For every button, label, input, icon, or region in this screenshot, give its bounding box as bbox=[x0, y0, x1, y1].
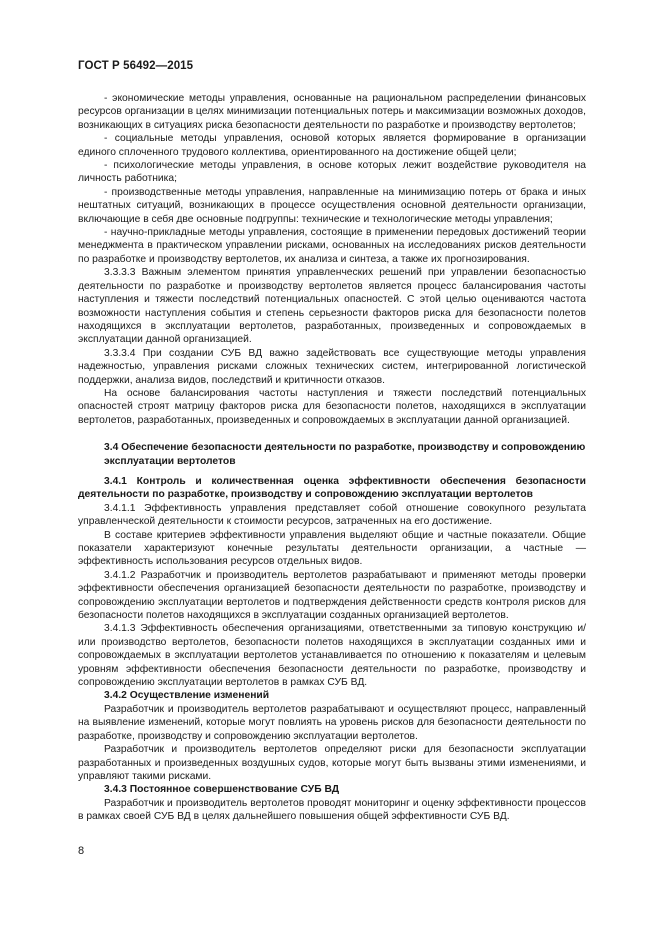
paragraph-3412: 3.4.1.2 Разработчик и производитель вертолетов разрабатывают и применяют методы проверки эффективности обеспечения организацией безопасности деятельности по разработке, производству и сопровождению эксплуатации вертолетов и подтверждения действенности средств контроля рисков для безопасности полетов находящихся в эксплуатации созданных организацией вертолетов. bbox=[78, 569, 586, 622]
paragraph-342a: Разработчик и производитель вертолетов разрабатывают и осуществляют процесс, направленный на выявление изменений, которые могут повлиять на уровень рисков для безопасности деятельности по разработке, производству и сопровождению эксплуатации вертолетов. bbox=[78, 703, 586, 742]
paragraph-production-methods: - производственные методы управления, направленные на минимизацию потерь от брака и иных нештатных ситуаций, возникающих в процессе осуществления основной деятельности организации, включающие в себя две основные подгруппы: технические и технологические методы управления; bbox=[78, 186, 586, 225]
paragraph-social-methods: - социальные методы управления, основой которых является формирование в организации единого сплоченного трудового коллектива, ориентированного на достижение общей цели; bbox=[78, 133, 586, 158]
paragraph-psychological-methods: - психологические методы управления, в основе которых лежит воздействие руководителя на личность работника; bbox=[78, 160, 586, 185]
paragraph-economic-methods: - экономические методы управления, основанные на рациональном распределении финансовых ресурсов организации в целях минимизации потенциальных потерь и максимизации возможных доходов, возникающих в ситуациях риска безопасности деятельности по разработке и производству вертолетов; bbox=[78, 93, 586, 131]
section-heading-34: 3.4 Обеспечение безопасности деятельности по разработке, производству и сопровождению эксплуатации вертолетов bbox=[104, 442, 586, 467]
paragraph-scientific-methods: - научно-прикладные методы управления, состоящие в применении передовых достижений теории менеджмента в практическом управлении рисками, основанных на исследованиях рисков деятельности по разработке и производству вертолетов, их анализа и синтеза, а также их прогнозирования. bbox=[78, 227, 586, 265]
page-body bbox=[78, 92, 586, 824]
paragraph-risk-matrix: На основе балансирования частоты наступления и тяжести последствий потенциальных опасностей строят матрицу факторов риска для безопасности полетов, находящихся в эксплуатации вертолетов, разработанных, произведенных и сопровождаемых в эксплуатации данной организацией. bbox=[78, 387, 586, 426]
paragraph-3333: 3.3.3.3 Важным элементом принятия управленческих решений при управлении безопасностью деятельности по разработке и производству вертолетов является процесс балансирования частоты наступления и тяжести последствий потенциальных опасностей. С этой целью оцениваются частота возможности наступления события и степень серьезности факторов риска для безопасности полетов находящихся в эксплуатации вертолетов, разработанных, произведенных и сопровождаемых в эксплуатации данной организацией. bbox=[78, 267, 586, 346]
paragraph-3334: 3.3.3.4 При создании СУБ ВД важно задействовать все существующие методы управления надежностью, управления рисками сложных технических систем, интегрированной логистической поддержки, анализа видов, последствий и критичности отказов. bbox=[78, 347, 586, 386]
paragraph-3413: 3.4.1.3 Эффективность обеспечения организациями, ответственными за типовую конструкцию и/или производство вертолетов, безопасности полетов находящихся в эксплуатации созданных ими и сопровождаемых в эксплуатации вертолетов устанавливается по отношению к показателям и целевым уровням эффективности обеспечения безопасности деятельности по разработке, производству и сопровождению эксплуатации вертолетов в рамках СУБ ВД. bbox=[78, 623, 586, 689]
page-number: 8 bbox=[78, 845, 85, 857]
paragraph-343: Разработчик и производитель вертолетов проводят мониторинг и оценку эффективности процессов в рамках своей СУБ ВД в целях дальнейшего повышения общей эффективности СУБ ВД. bbox=[78, 797, 586, 823]
paragraph-3411: 3.4.1.1 Эффективность управления представляет собой отношение совокупного результата управленческой деятельности к стоимости ресурсов, затраченных на его достижение. bbox=[78, 502, 586, 528]
subsection-heading-341: 3.4.1 Контроль и количественная оценка эффективности обеспечения безопасности деятельности по разработке, производству и сопровождению эксплуатации вертолетов bbox=[78, 475, 586, 501]
subsection-heading-342: 3.4.2 Осуществление изменений bbox=[104, 690, 270, 702]
document-header: ГОСТ Р 56492—2015 bbox=[78, 60, 194, 72]
subsection-heading-343: 3.4.3 Постоянное совершенствование СУБ ВД bbox=[104, 784, 340, 796]
paragraph-342b: Разработчик и производитель вертолетов определяют риски для безопасности эксплуатации разработанных и произведенных воздушных судов, которые могут быть вызваны этими изменениями, и управляют такими рисками. bbox=[78, 744, 586, 782]
paragraph-criteria: В составе критериев эффективности управления выделяют общие и частные показатели. Общие показатели характеризуют конечные результаты деятельности организации, а частные — эффективность использования ресурсов отдельных видов. bbox=[78, 529, 586, 568]
